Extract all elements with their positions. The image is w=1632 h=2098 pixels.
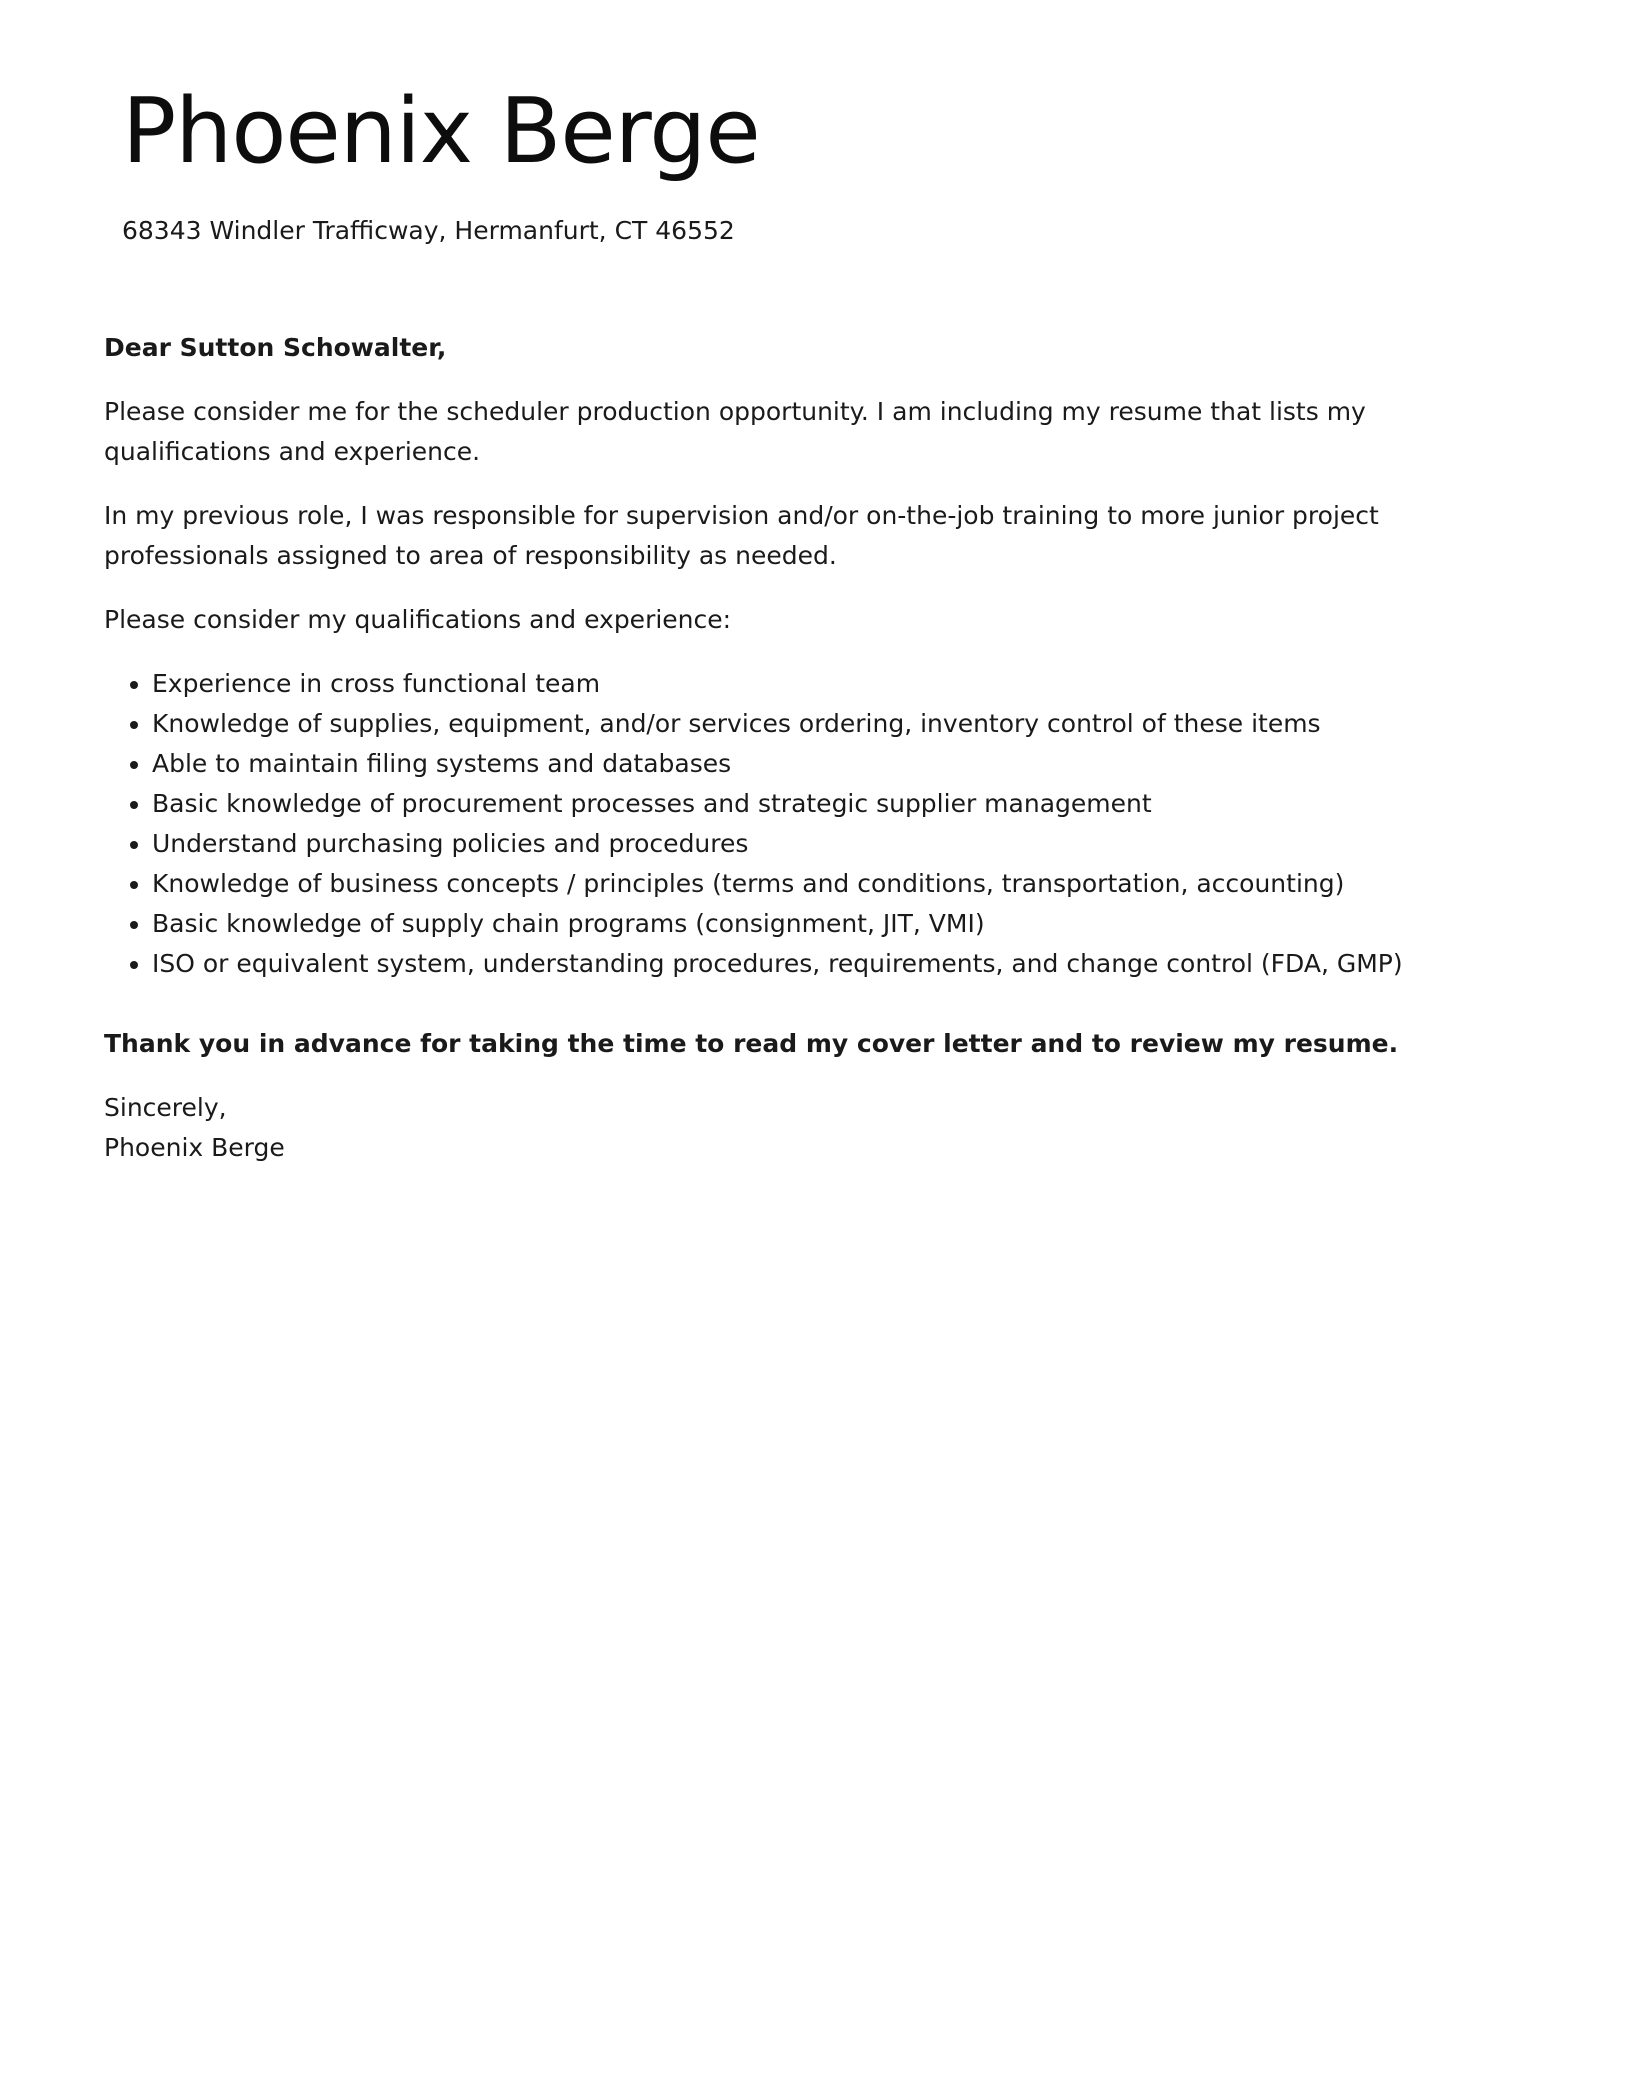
letter-header (122, 72, 1422, 248)
list-item: • Understand purchasing policies and procedures (152, 824, 1524, 864)
applicant-address: 68343 Windler Trafficway, Hermanfurt, CT 46552 (122, 216, 735, 245)
thank-you-line: Thank you in advance for taking the time to read my cover letter and to review my resume. (104, 1029, 1399, 1058)
list-item: • Knowledge of supplies, equipment, and/or services ordering, inventory control of these items (152, 704, 1524, 744)
paragraph-previous-role: In my previous role, I was responsible for supervision and/or on-the-job training to more junior project professionals assigned to area of responsibility as needed. (104, 501, 1379, 570)
salutation: Dear Sutton Schowalter, (104, 333, 447, 362)
list-item: • Basic knowledge of procurement processes and strategic supplier management (152, 784, 1524, 824)
paragraph-intro: Please consider me for the scheduler production opportunity. I am including my resume that lists my qualifications and experience. (104, 397, 1366, 466)
list-item: • ISO or equivalent system, understanding procedures, requirements, and change control (FDA, GMP) (152, 944, 1524, 984)
list-item: • Basic knowledge of supply chain programs (consignment, JIT, VMI) (152, 904, 1524, 944)
list-item: • Knowledge of business concepts / principles (terms and conditions, transportation, accounting) (152, 864, 1524, 904)
paragraph-qualifications-lead: Please consider my qualifications and experience: (104, 605, 732, 634)
list-item: • Able to maintain filing systems and databases (152, 744, 1524, 784)
applicant-name: Phoenix Berge (122, 79, 760, 184)
list-item: • Experience in cross functional team (152, 664, 1524, 704)
closing: Sincerely, (104, 1093, 227, 1122)
signature: Phoenix Berge (104, 1133, 285, 1162)
qualifications-list (104, 664, 1524, 984)
letter-body (104, 328, 1524, 1168)
